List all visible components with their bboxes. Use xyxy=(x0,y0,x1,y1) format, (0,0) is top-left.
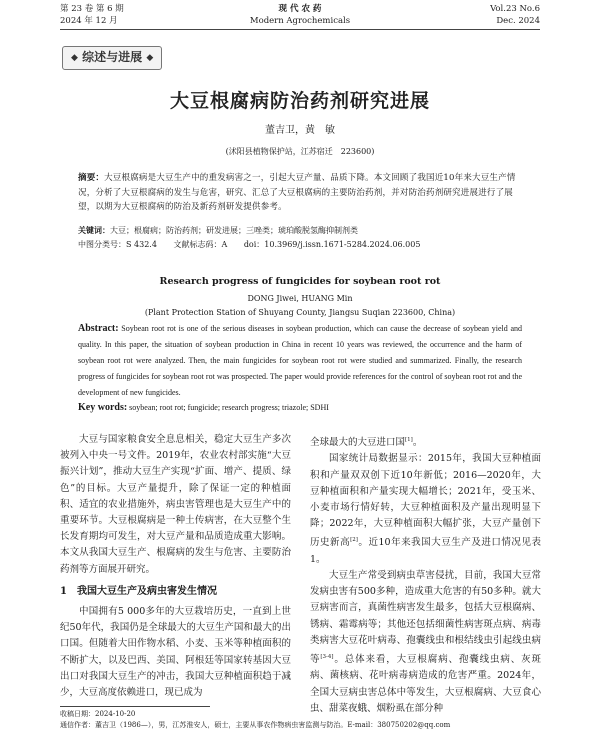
citation: [1] xyxy=(405,437,413,443)
keywords-en-text: soybean; root rot; fungicide; research progress; triazole; SDHI xyxy=(129,403,329,412)
section-banner xyxy=(62,46,162,70)
body-paragraph: 全球最大的大豆进口国[1]。 xyxy=(310,437,423,449)
citation: [2] xyxy=(350,537,358,544)
keywords-cn-label: 关键词： xyxy=(78,225,110,235)
abstract-en xyxy=(78,321,522,401)
doi: doi：10.3969/j.issn.1671-5284.2024.06.005 xyxy=(243,240,421,249)
keywords-cn xyxy=(78,224,522,237)
body-paragraph: 国家统计局数据显示：2015年，我国大豆种植面积和产量双双创下近10年新低；2016—2020年，大豆种植面积和产量实现大幅增长；2021年，受玉米、小麦市场行情好转，大豆种植面积及产量出现明显下降；2022年，大豆种植面积大幅扩张，大豆产量创下历史新高[2]。近10年来我国大豆生产及进口情况见表1。 xyxy=(310,453,541,565)
header-date-en: Dec. 2024 xyxy=(496,16,540,26)
diamond-icon: ◆ xyxy=(71,53,78,63)
title-en: Research progress of fungicides for soybean root rot xyxy=(159,276,441,287)
footnote-rule xyxy=(60,706,210,707)
abstract-en-text: Soybean root rot is one of the serious diseases in soybean production, which can cause the decrease of soybean yield and quality. In this paper, the situation of soybean production in China in recent 10 years was reviewed, the occurrence and the harm of soybean root rot were analyzed. Then, the main fungicides for soybean root rot were studied and summarized. Finally, the research progress of fungicides for soybean root rot was prospected. The paper would provide references for the control of soybean root rot and the development of new fungicides. xyxy=(78,324,522,397)
abstract-en-label: Abstract: xyxy=(78,323,119,334)
journal-name-en: Modern Agrochemicals xyxy=(249,16,351,26)
affiliation-cn: (沭阳县植物保护站，江苏宿迁 223600) xyxy=(225,147,375,156)
authors-en: DONG Jiwei, HUANG Min xyxy=(247,294,353,303)
header-date: 2024 年 12 月 xyxy=(60,16,118,26)
body-right-column xyxy=(310,432,541,717)
header-volume-en: Vol.23 No.6 xyxy=(490,4,540,14)
body-paragraph: 大豆生产常受到病虫草害侵扰，目前，我国大豆常发病虫害有500多种，造成重大危害的有50多种。就大豆病害而言，真菌性病害发生最多，包括大豆根腐病、锈病、霜霉病等；其他还包括细菌性病害斑点病、病毒类病害大豆花叶病毒、孢囊线虫和根结线虫引起线虫病等[3-4]。总体来看，大豆根腐病、孢囊线虫病、灰斑病、菌核病、花叶病毒病造成的危害严重。2024年，全国大豆病虫害总体中等发生，大豆根腐病、大豆食心虫、甜菜夜蛾、烟粉虱在部分种 xyxy=(310,569,541,714)
classification-line xyxy=(78,239,522,251)
section-banner-label: 综述与进展 xyxy=(82,50,143,64)
abstract-cn-label: 摘要： xyxy=(78,173,105,183)
body-paragraph: 大豆与国家粮食安全息息相关，稳定大豆生产多次被列入中央一号文件。2019年，农业农村部实施“大豆振兴计划”，推动大豆生产实现“扩面、增产、提质、绿色”的目标。大豆产量提升，除了保证一定的种植面积、适宜的农业措施外，病虫害管理也是大豆生产中的重要环节。大豆根腐病是一种土传病害，在大豆整个生长发育期均可发生，对大豆产量和品质造成重大影响。本文从我国大豆生产、根腐病的发生与危害、主要防治药剂等方面展开研究。 xyxy=(60,434,291,575)
affiliation-en: (Plant Protection Station of Shuyang County, Jiangsu Suqian 223600, China) xyxy=(144,308,456,317)
footnote-received: 收稿日期：2024-10-20 xyxy=(60,710,136,718)
header-volume: 第 23 卷 第 6 期 xyxy=(60,4,124,14)
footnote-author: 通信作者：董吉卫（1986—），男，江苏淮安人，硕士，主要从事农作物病虫害监测与防治。E-mail：380750202@qq.com xyxy=(60,721,451,729)
body-paragraph: 中国拥有5 000多年的大豆栽培历史，一直到上世纪50年代，我国仍是全球最大的大豆生产国和最大的出口国。但随着大田作物水稻、小麦、玉米等种植面积的不断扩大，以及巴西、美国、阿根廷等国家转基因大豆出口对我国大豆生产的冲击，我国大豆种植面积趋于减少，大豆高度依赖进口，现已成为 xyxy=(60,606,291,699)
abstract-cn xyxy=(78,171,522,215)
diamond-icon: ◆ xyxy=(146,53,154,63)
keywords-cn-text: 大豆；根腐病；防治药剂；研发进展；三唑类；琥珀酸脱氢酶抑制剂类 xyxy=(110,226,358,235)
document-code: 文献标志码：A xyxy=(173,240,228,249)
keywords-en-label: Key words: xyxy=(78,402,128,413)
citation: [3-4] xyxy=(320,653,334,660)
journal-name-cn: 现 代 农 药 xyxy=(278,4,322,14)
header-rule xyxy=(60,29,540,30)
paper-title: 大豆根腐病防治药剂研究进展 xyxy=(169,90,430,112)
section-heading: 1 我国大豆生产及病虫害发生情况 xyxy=(60,585,217,597)
body-left-column xyxy=(60,432,291,701)
authors-cn: 董吉卫，黄 敏 xyxy=(265,125,335,136)
abstract-cn-text: 大豆根腐病是大豆生产中的重发病害之一，引起大豆产量、品质下降。本文回顾了我国近10年来大豆生产情况，分析了大豆根腐病的发生与危害，研究、汇总了大豆根腐病的主要防治药剂，并对防治药剂研究进展进行了展望，以期为大豆根腐病的防治及新药剂研发提供参考。 xyxy=(78,173,516,212)
clc-number: 中图分类号：S 432.4 xyxy=(78,240,157,249)
keywords-en xyxy=(78,400,522,416)
